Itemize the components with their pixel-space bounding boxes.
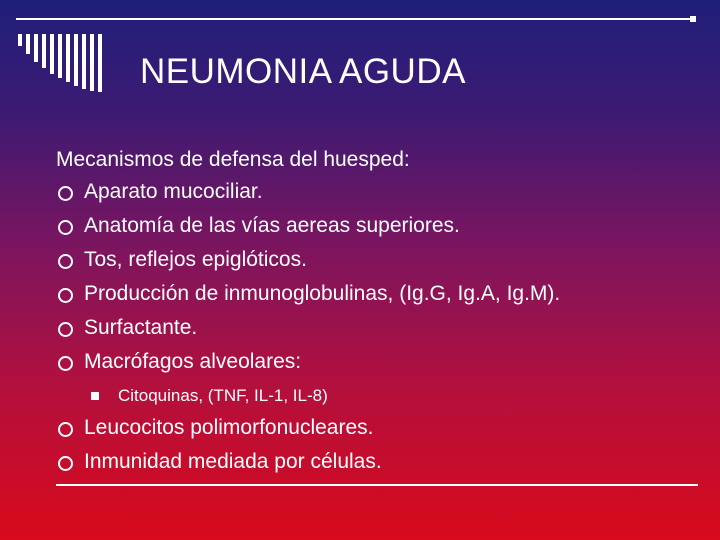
sub-list-item-text: Citoquinas, (TNF, IL-1, IL-8) (118, 386, 328, 405)
list-item-text: Leucocitos polimorfonucleares. (84, 416, 374, 439)
bottom-rule (56, 484, 698, 486)
list-item (56, 411, 706, 445)
list-item-text: Surfactante. (84, 316, 198, 339)
hollow-circle-bullet-icon (58, 220, 73, 235)
hollow-circle-bullet-icon (58, 456, 73, 471)
list-item-text: Tos, reflejos epiglóticos. (84, 248, 307, 271)
list-item-text: Macrófagos alveolares: (84, 350, 302, 373)
slide-title: NEUMONIA AGUDA (140, 52, 466, 91)
decorative-bars (18, 34, 128, 94)
square-bullet-icon (91, 392, 99, 400)
hollow-circle-bullet-icon (58, 254, 73, 269)
list-item (56, 277, 706, 311)
hollow-circle-bullet-icon (58, 322, 73, 337)
list-item (56, 209, 706, 243)
list-item-text: Aparato mucociliar. (84, 180, 263, 203)
list-item (56, 243, 706, 277)
list-item (56, 175, 706, 209)
hollow-circle-bullet-icon (58, 288, 73, 303)
hollow-circle-bullet-icon (58, 422, 73, 437)
slide-body (56, 145, 706, 479)
list-item (56, 345, 706, 379)
list-item-text: Anatomía de las vías aereas superiores. (84, 214, 460, 237)
sub-list-item (56, 383, 706, 409)
bullet-list (56, 175, 706, 479)
list-item (56, 445, 706, 479)
intro-text: Mecanismos de defensa del huesped: (56, 148, 410, 171)
top-rule (16, 18, 696, 20)
hollow-circle-bullet-icon (58, 356, 73, 371)
hollow-circle-bullet-icon (58, 186, 73, 201)
list-item-text: Inmunidad mediada por células. (84, 450, 382, 473)
list-item-text: Producción de inmunoglobulinas, (Ig.G, Ig.A, Ig.M). (84, 282, 561, 305)
list-item (56, 311, 706, 345)
top-rule-end-mark (690, 16, 696, 22)
